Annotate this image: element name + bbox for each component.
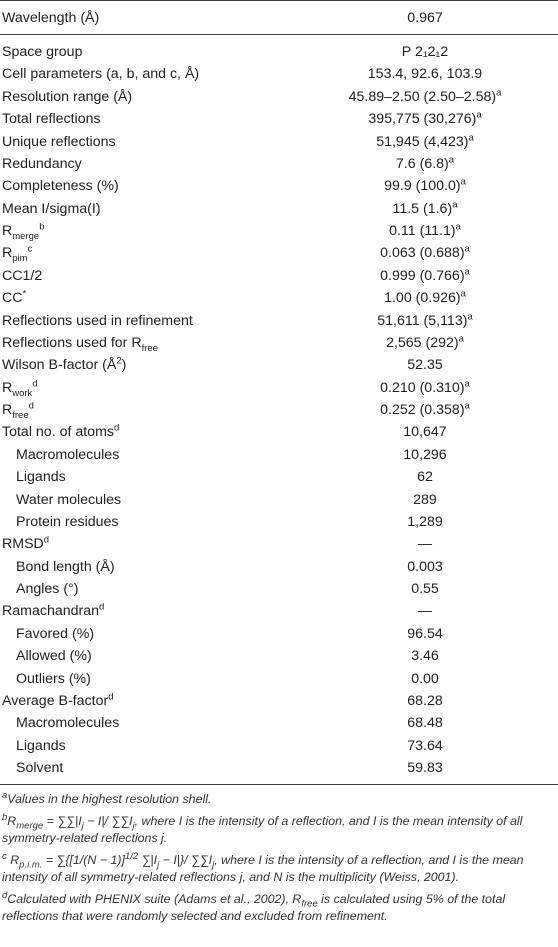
row-value: 45.89–2.50 $(2.50-2.58)^a$	[348, 87, 502, 105]
row-label: Bond length (Å)	[16, 558, 115, 575]
row-label: Favored (%)	[16, 625, 95, 642]
row-label: Protein residues	[16, 513, 119, 530]
table-row	[0, 645, 558, 667]
row-value: 68.28	[407, 692, 443, 709]
table-row	[0, 555, 558, 577]
row-label: Macromolecules	[16, 715, 120, 732]
row-label: Outliers (%)	[16, 670, 91, 687]
row-value: —	[417, 536, 433, 553]
row-value: 0.55	[411, 581, 439, 597]
row-value: 7.6 $(6.8)^a$	[395, 154, 455, 172]
row-label: Wilson B-factor $(Å^2)$	[2, 355, 127, 374]
row-label: Angles (°)	[16, 581, 79, 597]
row-value: 153.4, 92.6, 103.9	[367, 66, 483, 83]
header-label: Wavelength (Å)	[0, 1, 292, 35]
table-row	[0, 690, 558, 712]
table-row	[0, 667, 558, 689]
table-row	[0, 488, 558, 510]
row-label: Solvent	[0, 757, 292, 785]
row-label: $R_{pim}^c$	[2, 243, 33, 265]
row-value: 0.003	[407, 558, 443, 575]
table-row	[0, 511, 558, 533]
row-value: 3.46	[411, 648, 439, 665]
row-label: Mean I/sigma(I)	[2, 200, 101, 217]
table-row	[0, 623, 558, 645]
table-row	[0, 108, 558, 130]
table-row	[0, 332, 558, 354]
row-value: 0.11 $(11.1)^a$	[389, 221, 461, 239]
table-row	[0, 600, 558, 622]
table-row	[0, 466, 558, 488]
table-row	[0, 175, 558, 197]
row-label: Space group	[2, 44, 83, 60]
row-value: 289	[413, 491, 437, 508]
row-label: Redundancy	[2, 155, 82, 172]
row-value: 10,296	[403, 446, 447, 463]
row-label: Reflections used in refinement	[2, 312, 193, 329]
row-label: Ligands	[16, 737, 66, 754]
row-label: $R_{work}^d$	[2, 377, 38, 399]
row-label: Macromolecules	[16, 446, 120, 463]
table-row	[0, 757, 558, 785]
row-label: Ligands	[16, 469, 66, 486]
row-value: 0.210 $(0.310)^a$	[380, 377, 470, 396]
table-row	[0, 197, 558, 219]
row-label: RMSD$^d$	[2, 534, 50, 553]
table-row	[0, 220, 558, 242]
row-value: 59.83	[292, 757, 558, 785]
table-row	[0, 399, 558, 421]
row-label: Cell parameters (a, b, and c, Å)	[2, 66, 200, 83]
row-label: Completeness (%)	[2, 178, 119, 195]
footnote-c: $^c$ $R_{p.i.m.} = \sum\{[1/(N - 1)]^{1/2}$ $\sum|I_j - I|\}/$ $\sum\sum I_j$, where I is the intensity of a reflection, and I is the mean intensity of all symmetry-related reflections j, and N is the multiplicity (Weiss, 2001).	[2, 850, 524, 884]
row-label: Total reflections	[2, 111, 101, 128]
row-value: 10,647	[403, 424, 447, 441]
header-row	[0, 1, 558, 35]
row-value: 1,289	[407, 513, 443, 530]
row-value: 51,611 $(5,113)^a$	[377, 310, 473, 329]
table-row	[0, 712, 558, 734]
table-row	[0, 86, 558, 108]
row-value: P 2₁2₁2	[401, 44, 449, 60]
row-value: —	[417, 603, 433, 620]
row-value: 0.00	[411, 670, 439, 687]
row-label: CC1/2	[2, 267, 43, 284]
table-row	[0, 153, 558, 175]
row-label: Total no. of atoms$^d$	[2, 422, 120, 441]
table-row	[0, 421, 558, 443]
footnote-b: $^bR_{merge} = \sum\sum|I_j - I|/$ $\sum\sum I_j$, where I is the intensity of a reflection, and I is the mean intensity of all symmetry-related reflections j.	[2, 811, 523, 845]
row-label: Average B-factor$^d$	[2, 691, 114, 709]
row-value: 395,775 $(30,276)^a$	[368, 109, 482, 128]
table-row	[0, 376, 558, 398]
row-label: Unique reflections	[2, 133, 116, 150]
row-value: 51,945 $(4,423)^a$	[376, 131, 474, 150]
table-row	[0, 309, 558, 331]
footnotes	[0, 791, 558, 926]
row-label: Reflections used for $R_{free}$	[2, 334, 158, 354]
row-value: 62	[417, 469, 433, 486]
row-value: 73.64	[407, 737, 443, 754]
table-row	[0, 734, 558, 756]
row-label: $R_{free}^d$	[2, 400, 34, 421]
row-label: Ramachandran$^d$	[2, 601, 105, 620]
header-value: 0.967	[292, 1, 558, 35]
table-row	[0, 533, 558, 555]
row-value: 0.999 $(0.766)^a$	[380, 266, 470, 284]
table-row	[0, 242, 558, 264]
row-value: 96.54	[407, 625, 443, 642]
table-row	[0, 444, 558, 466]
row-value: 0.252 $(0.358)^a$	[380, 400, 470, 418]
table-row	[0, 63, 558, 85]
row-value: 1.00 $(0.926)^a$	[384, 288, 466, 307]
row-value: 2,565 $(292)^a$	[386, 333, 464, 351]
table-row	[0, 265, 558, 287]
row-value: 68.48	[407, 715, 443, 732]
row-label: Allowed (%)	[16, 648, 92, 665]
row-label: Resolution range (Å)	[2, 88, 133, 105]
table-row	[0, 578, 558, 600]
row-label: Water molecules	[16, 491, 122, 508]
row-value: 52.35	[407, 357, 443, 374]
table-row	[0, 130, 558, 152]
table-row	[0, 35, 558, 64]
table-row	[0, 287, 558, 309]
row-label: CC*	[2, 288, 27, 307]
footnote-d: $^d$Calculated with PHENIX suite (Adams et al., 2002), $R_{free}$ is calculated using 5% of the total reflections that were randomly selected and excluded from refinement.	[2, 889, 506, 923]
row-value: 11.5 $(1.6)^a$	[392, 198, 458, 217]
row-value: 99.9 $(100.0)^a$	[384, 176, 466, 195]
row-label: $R_{merge}^b$	[2, 221, 45, 242]
table-row	[0, 354, 558, 376]
row-value: 0.063 $(0.688)^a$	[380, 243, 470, 262]
footnote-a: $^a$Values in the highest resolution shell.	[2, 789, 212, 806]
